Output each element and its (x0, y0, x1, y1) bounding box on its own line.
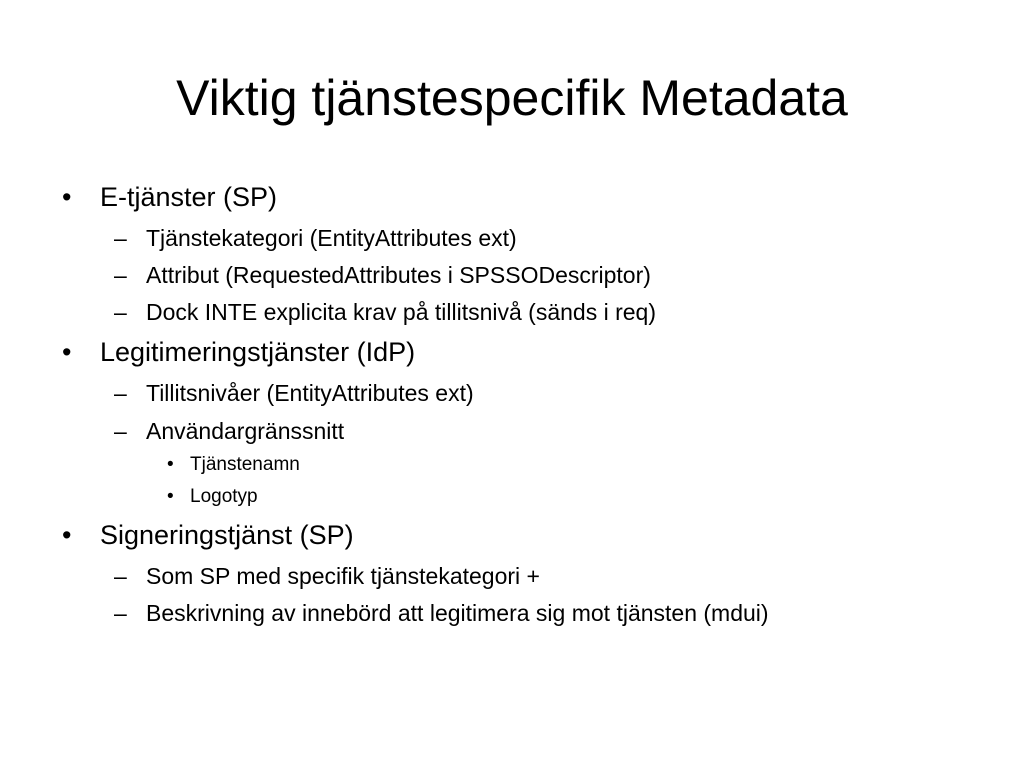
dash-marker: – (114, 299, 127, 325)
list-item (62, 337, 416, 368)
list-subsubitem (167, 454, 300, 476)
list-subitem-label: Tjänstekategori (EntityAttributes ext) (146, 225, 517, 251)
dash-marker: – (114, 262, 127, 288)
list-subitem-label: Dock INTE explicita krav på tillitsnivå (sänds i req) (146, 299, 656, 325)
dash-marker: – (114, 225, 127, 251)
bullet-marker: • (62, 337, 72, 367)
list-subitem (114, 600, 769, 627)
list-item (62, 182, 278, 213)
list-subsubitem-label: Logotyp (190, 486, 258, 507)
list-item-label: Legitimeringstjänster (IdP) (100, 337, 416, 367)
list-subitem (114, 225, 517, 252)
bullet-marker: • (62, 182, 72, 212)
dash-marker: – (114, 380, 127, 406)
dash-marker: – (114, 563, 127, 589)
list-subitem-label: Användargränssnitt (146, 418, 345, 444)
list-item-label: Signeringstjänst (SP) (100, 520, 354, 550)
list-subitem-label: Som SP med specifik tjänstekategori + (146, 563, 540, 589)
bullet-marker: • (167, 486, 174, 507)
list-subsubitem-label: Tjänstenamn (190, 454, 300, 475)
list-subitem (114, 299, 656, 326)
bullet-marker: • (167, 454, 174, 475)
list-subitem (114, 262, 651, 289)
list-subitem (114, 418, 345, 445)
list-subitem-label: Tillitsnivåer (EntityAttributes ext) (146, 380, 474, 406)
slide-title: Viktig tjänstespecifik Metadata (176, 70, 848, 126)
list-subitem (114, 563, 540, 590)
list-item (62, 520, 354, 551)
list-subitem-label: Beskrivning av innebörd att legitimera sig mot tjänsten (mdui) (146, 600, 769, 626)
list-subsubitem (167, 486, 258, 508)
list-subitem-label: Attribut (RequestedAttributes i SPSSODescriptor) (146, 262, 651, 288)
list-item-label: E-tjänster (SP) (100, 182, 278, 212)
bullet-marker: • (62, 520, 72, 550)
list-subitem (114, 380, 474, 407)
dash-marker: – (114, 600, 127, 626)
dash-marker: – (114, 418, 127, 444)
